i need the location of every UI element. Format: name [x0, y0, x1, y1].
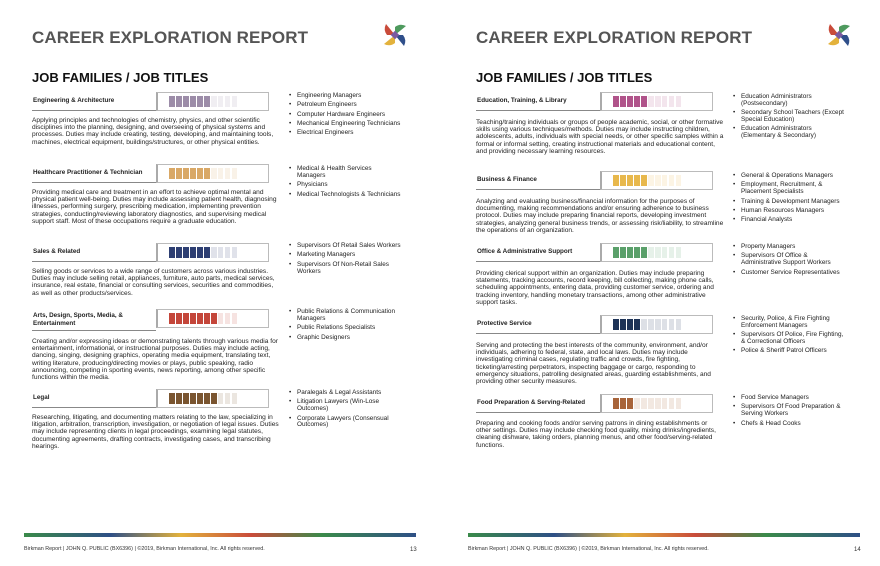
interest-segment-empty [634, 398, 640, 409]
job-family-description: Selling goods or services to a wide range of customers across various industries. Duties may include selling retail, appliances, furniture, auto parts, medical services, insurance, real estate, financial or consulting services, securities and commodities, as well as other products/services. [32, 268, 275, 297]
interest-segment-filled [211, 313, 217, 324]
interest-segment-empty [648, 319, 654, 330]
job-title-item: • Education Administrators (Postsecondary) [733, 94, 845, 108]
interest-segment-filled [183, 313, 189, 324]
job-family-description: Analyzing and evaluating business/financial information for the purposes of documenting, making recommendations and/or ensuring adherence to business protocol. Duties may include preparing financial reports, developing investment strategies, analyzing general business trends, or assessing risk/liability, to streamline the operations of an organization. [476, 198, 724, 234]
job-family-food [476, 394, 726, 449]
job-title-item: • Supervisors Of Police, Fire Fighting, & Correctional Officers [733, 332, 845, 346]
interest-segment-filled [183, 393, 189, 404]
job-family-name: Engineering & Architecture [32, 92, 156, 111]
interest-segment-empty [669, 319, 675, 330]
interest-segment-empty [648, 398, 654, 409]
job-title-item: • Training & Development Managers [733, 199, 845, 206]
job-family-arts [32, 309, 282, 381]
interest-segment-filled [190, 168, 196, 179]
interest-segment-filled [204, 247, 210, 258]
interest-segment-filled [176, 313, 182, 324]
interest-segment-filled [641, 175, 647, 186]
job-family-sales [32, 243, 282, 297]
interest-segment-filled [613, 96, 619, 107]
interest-segment-empty [669, 398, 675, 409]
job-titles-list [289, 243, 401, 278]
job-title-item: • Financial Analysts [733, 217, 845, 224]
interest-segment-empty [648, 96, 654, 107]
interest-segment-empty [655, 319, 661, 330]
interest-segment-empty [232, 247, 238, 258]
job-family-protective [476, 315, 726, 385]
interest-segment-empty [655, 96, 661, 107]
interest-segment-filled [169, 393, 175, 404]
job-family-description: Teaching/training individuals or groups of people academic, social, or other formative skills using various techniques/methods. Duties may include instructing children, adolescents, adults, individuals with special needs, or other specific samples within a formal or informal setting, creating instructional materials and educational content, and providing necessary learning resources. [476, 119, 724, 155]
job-title-item: • Human Resources Managers [733, 208, 845, 215]
job-title-item: • Litigation Lawyers (Win-Lose Outcomes) [289, 399, 401, 413]
job-title-item: • Supervisors Of Retail Sales Workers [289, 243, 401, 250]
job-family-description: Serving and protecting the best interests of the community, environment, and/or individuals, adhering to federal, state, and local laws. Duties may include investigating criminal cases, regulating traffic and crowds, fire fighting, ticketing/arresting perpetrators, inspecting baggage or cargo, responding to emergency situations, patrolling designated areas, guarding establishments, and providing other security measures. [476, 342, 711, 386]
interest-segment-filled [620, 398, 626, 409]
job-title-item: • General & Operations Managers [733, 173, 845, 180]
interest-segment-filled [169, 313, 175, 324]
job-titles-list [289, 390, 401, 432]
job-title-item: • Mechanical Engineering Technicians [289, 121, 401, 128]
interest-segment-empty [225, 393, 231, 404]
interest-segment-filled [176, 393, 182, 404]
job-title-item: • Electrical Engineers [289, 130, 401, 137]
interest-segment-filled [197, 247, 203, 258]
interest-segment-empty [669, 247, 675, 258]
interest-segment-filled [641, 247, 647, 258]
interest-segment-empty [232, 96, 238, 107]
interest-segment-empty [676, 319, 682, 330]
interest-segment-filled [634, 319, 640, 330]
interest-segment-empty [676, 247, 682, 258]
interest-segment-empty [676, 398, 682, 409]
job-titles-list [733, 316, 845, 358]
interest-segment-filled [169, 96, 175, 107]
interest-segment-filled [627, 319, 633, 330]
interest-segment-filled [183, 168, 189, 179]
job-titles-list [733, 173, 845, 226]
job-title-item: • Supervisors Of Office & Administrative Support Workers [733, 253, 845, 267]
job-titles-list [733, 395, 845, 430]
job-family-education [476, 92, 726, 155]
job-title-item: • Paralegals & Legal Assistants [289, 390, 401, 397]
interest-segment-empty [232, 168, 238, 179]
interest-segment-empty [648, 247, 654, 258]
job-family-office [476, 243, 726, 306]
job-title-item: • Police & Sheriff Patrol Officers [733, 348, 845, 355]
interest-segment-empty [218, 247, 224, 258]
job-title-item: • Property Managers [733, 244, 845, 251]
interest-segment-empty [676, 96, 682, 107]
job-family-description: Providing clerical support within an organization. Duties may include preparing statements, tracking accounts, record keeping, bill collecting, making phone calls, scheduling appointments, entering data, providing customer service, ordering and tracking inventory, handling monetary transactions, among other administrative support tasks. [476, 270, 714, 306]
interest-segment-filled [613, 319, 619, 330]
job-family-engineering [32, 92, 282, 146]
job-family-description: Creating and/or expressing ideas or demonstrating talents through various media for entertainment, informational, or instructional purposes. Duties may include acting, dancing, singing, designing graphics, operating media equipment, translating text, writing literature, producing/directing movies or plays, public speaking, radio announcing, competing in sporting events, news reporting, among other specific functions within the media. [32, 338, 278, 382]
job-family-healthcare [32, 164, 282, 225]
job-titles-list [733, 94, 845, 143]
interest-segment-filled [176, 96, 182, 107]
interest-segment-filled [190, 393, 196, 404]
job-title-item: • Supervisors Of Non-Retail Sales Workers [289, 262, 401, 276]
page-number: 13 [410, 547, 417, 553]
interest-segment-filled [627, 96, 633, 107]
interest-segment-filled [204, 96, 210, 107]
interest-segment-empty [211, 247, 217, 258]
interest-segment-filled [204, 168, 210, 179]
interest-segment-empty [211, 96, 217, 107]
interest-segment-filled [627, 175, 633, 186]
interest-bar [156, 389, 269, 408]
interest-segment-filled [169, 168, 175, 179]
footer-text: Birkman Report | JOHN Q. PUBLIC (BX6396) | ©2019, Birkman International, Inc. All rights reserved. [468, 546, 709, 552]
interest-segment-filled [169, 247, 175, 258]
interest-segment-filled [613, 398, 619, 409]
interest-segment-empty [641, 319, 647, 330]
interest-segment-filled [620, 247, 626, 258]
interest-segment-filled [634, 247, 640, 258]
job-titles-list [289, 93, 401, 139]
interest-segment-filled [627, 398, 633, 409]
interest-segment-empty [232, 393, 238, 404]
interest-segment-empty [655, 247, 661, 258]
job-family-description: Preparing and cooking foods and/or serving patrons in dining establishments or other settings. Duties may include checking food quality, mixing drinks/ingredients, cleaning dishware, taking orders, planning menus, and other food/serving-related functions. [476, 420, 716, 449]
interest-segment-empty [641, 398, 647, 409]
interest-segment-filled [183, 247, 189, 258]
interest-bar [600, 92, 713, 111]
interest-segment-empty [662, 247, 668, 258]
job-family-legal [32, 389, 282, 450]
job-family-name: Healthcare Practitioner & Technician [32, 164, 156, 183]
report-title: CAREER EXPLORATION REPORT [476, 28, 753, 47]
job-family-name: Office & Administrative Support [476, 243, 600, 262]
interest-bar [156, 243, 269, 262]
job-family-name: Business & Finance [476, 171, 600, 190]
interest-bar [600, 394, 713, 413]
job-family-name: Protective Service [476, 315, 600, 334]
birkman-logo-icon [826, 22, 852, 48]
interest-segment-filled [197, 96, 203, 107]
color-stripe [468, 533, 860, 537]
interest-segment-filled [211, 393, 217, 404]
job-title-item: • Graphic Designers [289, 335, 401, 342]
interest-bar [600, 171, 713, 190]
interest-segment-filled [613, 247, 619, 258]
interest-segment-empty [662, 96, 668, 107]
interest-segment-filled [204, 393, 210, 404]
job-family-name: Legal [32, 389, 156, 408]
interest-segment-filled [634, 175, 640, 186]
job-title-item: • Food Service Managers [733, 395, 845, 402]
interest-segment-filled [197, 168, 203, 179]
interest-segment-filled [613, 175, 619, 186]
interest-bar [156, 92, 269, 111]
interest-segment-empty [655, 175, 661, 186]
interest-segment-empty [225, 168, 231, 179]
interest-segment-empty [662, 398, 668, 409]
interest-segment-empty [218, 168, 224, 179]
report-page-14 [444, 0, 880, 566]
job-title-item: • Marketing Managers [289, 252, 401, 259]
interest-bar [156, 164, 269, 183]
job-title-item: • Public Relations Specialists [289, 325, 401, 332]
interest-segment-filled [190, 96, 196, 107]
interest-bar [600, 243, 713, 262]
color-stripe [24, 533, 416, 537]
job-title-item: • Chefs & Head Cooks [733, 421, 845, 428]
footer-text: Birkman Report | JOHN Q. PUBLIC (BX6396) | ©2019, Birkman International, Inc. All rights reserved. [24, 546, 265, 552]
interest-segment-empty [218, 393, 224, 404]
interest-segment-filled [627, 247, 633, 258]
section-title: JOB FAMILIES / JOB TITLES [32, 70, 209, 85]
interest-segment-filled [197, 393, 203, 404]
job-title-item: • Computer Hardware Engineers [289, 112, 401, 119]
interest-segment-empty [669, 96, 675, 107]
job-title-item: • Petroleum Engineers [289, 102, 401, 109]
interest-segment-filled [190, 313, 196, 324]
birkman-logo-icon [382, 22, 408, 48]
job-family-name: Education, Training, & Library [476, 92, 600, 111]
interest-segment-empty [676, 175, 682, 186]
interest-segment-empty [232, 313, 238, 324]
job-title-item: • Security, Police, & Fire Fighting Enforcement Managers [733, 316, 845, 330]
job-family-name: Food Preparation & Serving-Related [476, 394, 600, 413]
interest-segment-filled [176, 247, 182, 258]
interest-segment-empty [225, 96, 231, 107]
interest-segment-empty [648, 175, 654, 186]
job-family-description: Researching, litigating, and documenting matters relating to the law, specializing in litigation, arbitration, transcription, investigation, or negotiation of legal issues. Duties may include representing clients in legal proceedings, examining legal statutes, documenting agreements, drafting contracts, investigating cases, and transcribing hearings. [32, 414, 279, 450]
job-title-item: • Education Administrators (Elementary & Secondary) [733, 126, 845, 140]
interest-segment-empty [225, 313, 231, 324]
job-title-item: • Employment, Recruitment, & Placement Specialists [733, 182, 845, 196]
job-titles-list [733, 244, 845, 279]
job-title-item: • Physicians [289, 182, 401, 189]
interest-segment-empty [218, 96, 224, 107]
page-number: 14 [854, 547, 861, 553]
interest-segment-empty [669, 175, 675, 186]
interest-segment-empty [655, 398, 661, 409]
job-title-item: • Medical Technologists & Technicians [289, 192, 401, 199]
interest-segment-filled [176, 168, 182, 179]
interest-segment-empty [218, 313, 224, 324]
job-titles-list [289, 309, 401, 344]
interest-segment-filled [620, 175, 626, 186]
job-family-business [476, 171, 726, 234]
interest-bar [156, 309, 269, 328]
job-title-item: • Supervisors Of Food Preparation & Serving Workers [733, 404, 845, 418]
interest-segment-filled [620, 319, 626, 330]
report-title: CAREER EXPLORATION REPORT [32, 28, 309, 47]
section-title: JOB FAMILIES / JOB TITLES [476, 70, 653, 85]
interest-segment-filled [641, 96, 647, 107]
interest-segment-empty [225, 247, 231, 258]
job-title-item: • Secondary School Teachers (Except Special Education) [733, 110, 845, 124]
interest-segment-empty [211, 168, 217, 179]
interest-segment-filled [183, 96, 189, 107]
job-family-name: Arts, Design, Sports, Media, & Entertainment [32, 309, 156, 331]
job-family-description: Providing medical care and treatment in an effort to achieve optimal mental and physical patient well-being. Duties may include assessing patient health, diagnosing illnesses, performing surgery, prescribing medication, implementing prevention strategies, conducting/reviewing laboratory diagnostics, and supervising medical support staff. Most of these occupations require a graduate education. [32, 189, 277, 225]
job-family-description: Applying principles and technologies of chemistry, physics, and other scientific disciplines into the planning, designing, and overseeing of physical systems and processes. Duties may include creating, testing, developing, and maintaining tools, machines, electrical equipment, buildings/structures, or other physical entities. [32, 117, 274, 146]
job-title-item: • Corporate Lawyers (Consensual Outcomes) [289, 416, 401, 430]
job-title-item: • Engineering Managers [289, 93, 401, 100]
job-titles-list [289, 166, 401, 201]
interest-bar [600, 315, 713, 334]
interest-segment-filled [204, 313, 210, 324]
interest-segment-filled [620, 96, 626, 107]
interest-segment-empty [662, 319, 668, 330]
job-title-item: • Medical & Health Services Managers [289, 166, 401, 180]
job-family-name: Sales & Related [32, 243, 156, 262]
interest-segment-filled [190, 247, 196, 258]
job-title-item: • Public Relations & Communication Managers [289, 309, 401, 323]
interest-segment-empty [662, 175, 668, 186]
job-title-item: • Customer Service Representatives [733, 270, 845, 277]
interest-segment-filled [197, 313, 203, 324]
interest-segment-filled [634, 96, 640, 107]
